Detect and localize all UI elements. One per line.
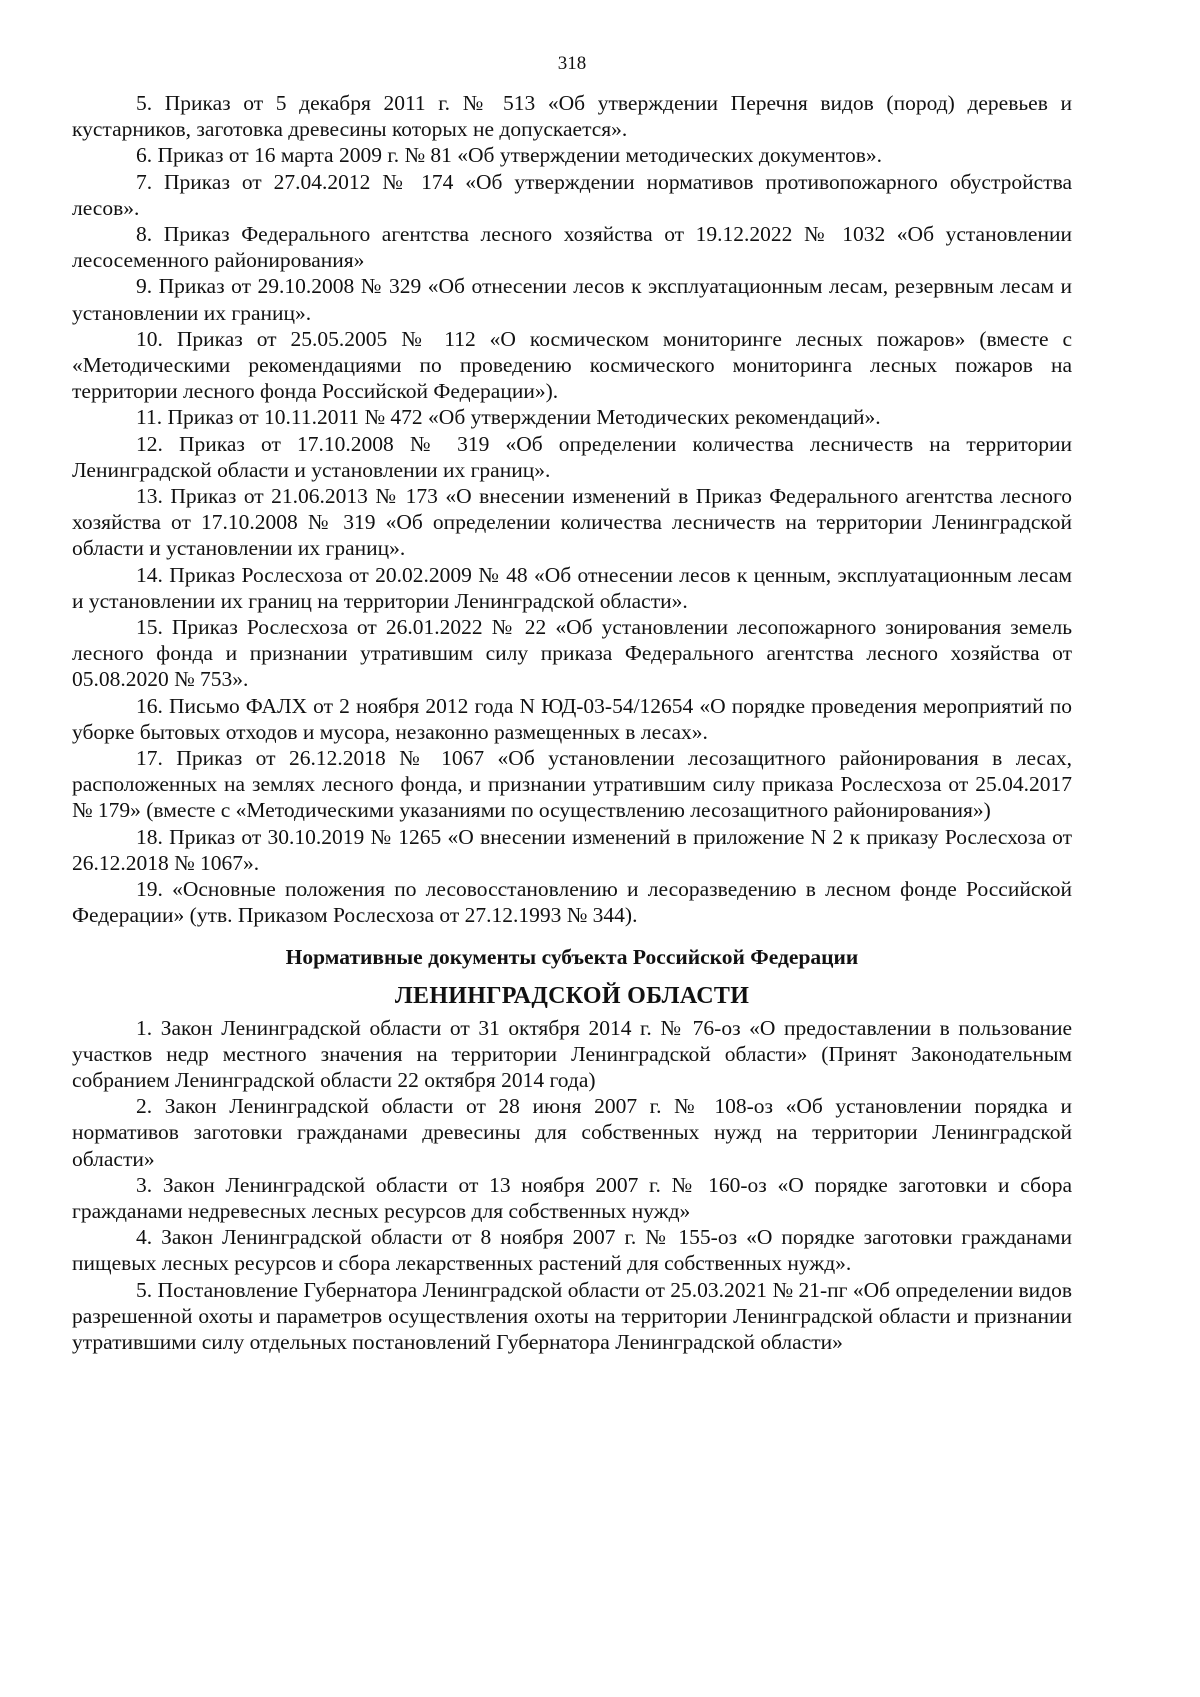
list-item: 11. Приказ от 10.11.2011 № 472 «Об утверждении Методических рекомендаций».: [136, 405, 881, 430]
list-item: 19. «Основные положения по лесовосстановлению и лесоразведению в лесном фонде Российской Федерации» (утв. Приказом Рослесхоза от 27.12.1993 № 344).: [72, 877, 1072, 928]
list-item: 16. Письмо ФАЛХ от 2 ноября 2012 года N ЮД-03-54/12654 «О порядке проведения мероприятий по уборке бытовых отходов и мусора, незаконно размещенных в лесах».: [72, 693, 1072, 744]
list-item: 9. Приказ от 29.10.2008 № 329 «Об отнесении лесов к эксплуатационным лесам, резервным лесам и установлении их границ».: [72, 274, 1072, 325]
list-item: 1. Закон Ленинградской области от 31 октября 2014 г. № 76-оз «О предоставлении в пользование участков недр местного значения на территории Ленинградской области» (Принят Законодательным собранием Ленинградской области 22 октября 2014 года): [72, 1015, 1072, 1092]
list-item: 7. Приказ от 27.04.2012 № 174 «Об утверждении нормативов противопожарного обустройства лесов».: [72, 169, 1072, 220]
list-item: 5. Приказ от 5 декабря 2011 г. № 513 «Об утверждении Перечня видов (пород) деревьев и кустарников, заготовка древесины которых не допускается».: [72, 91, 1072, 142]
list-item: 13. Приказ от 21.06.2013 № 173 «О внесении изменений в Приказ Федерального агентства лесного хозяйства от 17.10.2008 № 319 «Об определении количества лесничеств на территории Ленинградской области и установлении их границ».: [72, 484, 1072, 561]
page-number: 318: [557, 53, 587, 74]
list-item: 17. Приказ от 26.12.2018 № 1067 «Об установлении лесозащитного районирования в лесах, расположенных на землях лесного фонда, и признании утратившим силу приказа Рослесхоза от 25.04.2017 № 179» (вместе с «Методическими указаниями по осуществлению лесозащитного районирования»): [72, 746, 1072, 823]
document-page: [72, 52, 1072, 1355]
list-item: 15. Приказ Рослесхоза от 26.01.2022 № 22 «Об установлении лесопожарного зонирования земель лесного фонда и признании утратившим силу приказа Федерального агентства лесного хозяйства от 05.08.2020 № 753».: [72, 615, 1072, 692]
list-item: 6. Приказ от 16 марта 2009 г. № 81 «Об утверждении методических документов».: [136, 143, 882, 168]
list-item: 12. Приказ от 17.10.2008 № 319 «Об определении количества лесничеств на территории Ленинградской области и установлении их границ».: [72, 431, 1072, 482]
list-item: 3. Закон Ленинградской области от 13 ноября 2007 г. № 160-оз «О порядке заготовки и сбора гражданами недревесных лесных ресурсов для собственных нужд»: [72, 1172, 1072, 1223]
list-item: 5. Постановление Губернатора Ленинградской области от 25.03.2021 № 21-пг «Об определении видов разрешенной охоты и параметров осуществления охоты на территории Ленинградской области и признании утратившими силу отдельных постановлений Губернатора Ленинградской области»: [72, 1277, 1072, 1354]
list-item: 8. Приказ Федерального агентства лесного хозяйства от 19.12.2022 № 1032 «Об установлении лесосеменного районирования»: [72, 222, 1072, 273]
section-subtitle: ЛЕНИНГРАДСКОЙ ОБЛАСТИ: [394, 982, 750, 1009]
list-item: 4. Закон Ленинградской области от 8 ноября 2007 г. № 155-оз «О порядке заготовки гражданами пищевых лесных ресурсов и сбора лекарственных растений для собственных нужд».: [72, 1225, 1072, 1276]
list-item: 14. Приказ Рослесхоза от 20.02.2009 № 48 «Об отнесении лесов к ценным, эксплуатационным лесам и установлении их границ на территории Ленинградской области».: [72, 562, 1072, 613]
section-title: Нормативные документы субъекта Российской Федерации: [285, 944, 859, 969]
list-item: 18. Приказ от 30.10.2019 № 1265 «О внесении изменений в приложение N 2 к приказу Рослесхоза от 26.12.2018 № 1067».: [72, 824, 1072, 875]
list-item: 2. Закон Ленинградской области от 28 июня 2007 г. № 108-оз «Об установлении порядка и нормативов заготовки гражданами древесины для собственных нужд на территории Ленинградской области»: [72, 1094, 1072, 1171]
list-item: 10. Приказ от 25.05.2005 № 112 «О космическом мониторинге лесных пожаров» (вместе с «Методическими рекомендациями по проведению космического мониторинга лесных пожаров на территории лесного фонда Российской Федерации»).: [72, 326, 1072, 404]
